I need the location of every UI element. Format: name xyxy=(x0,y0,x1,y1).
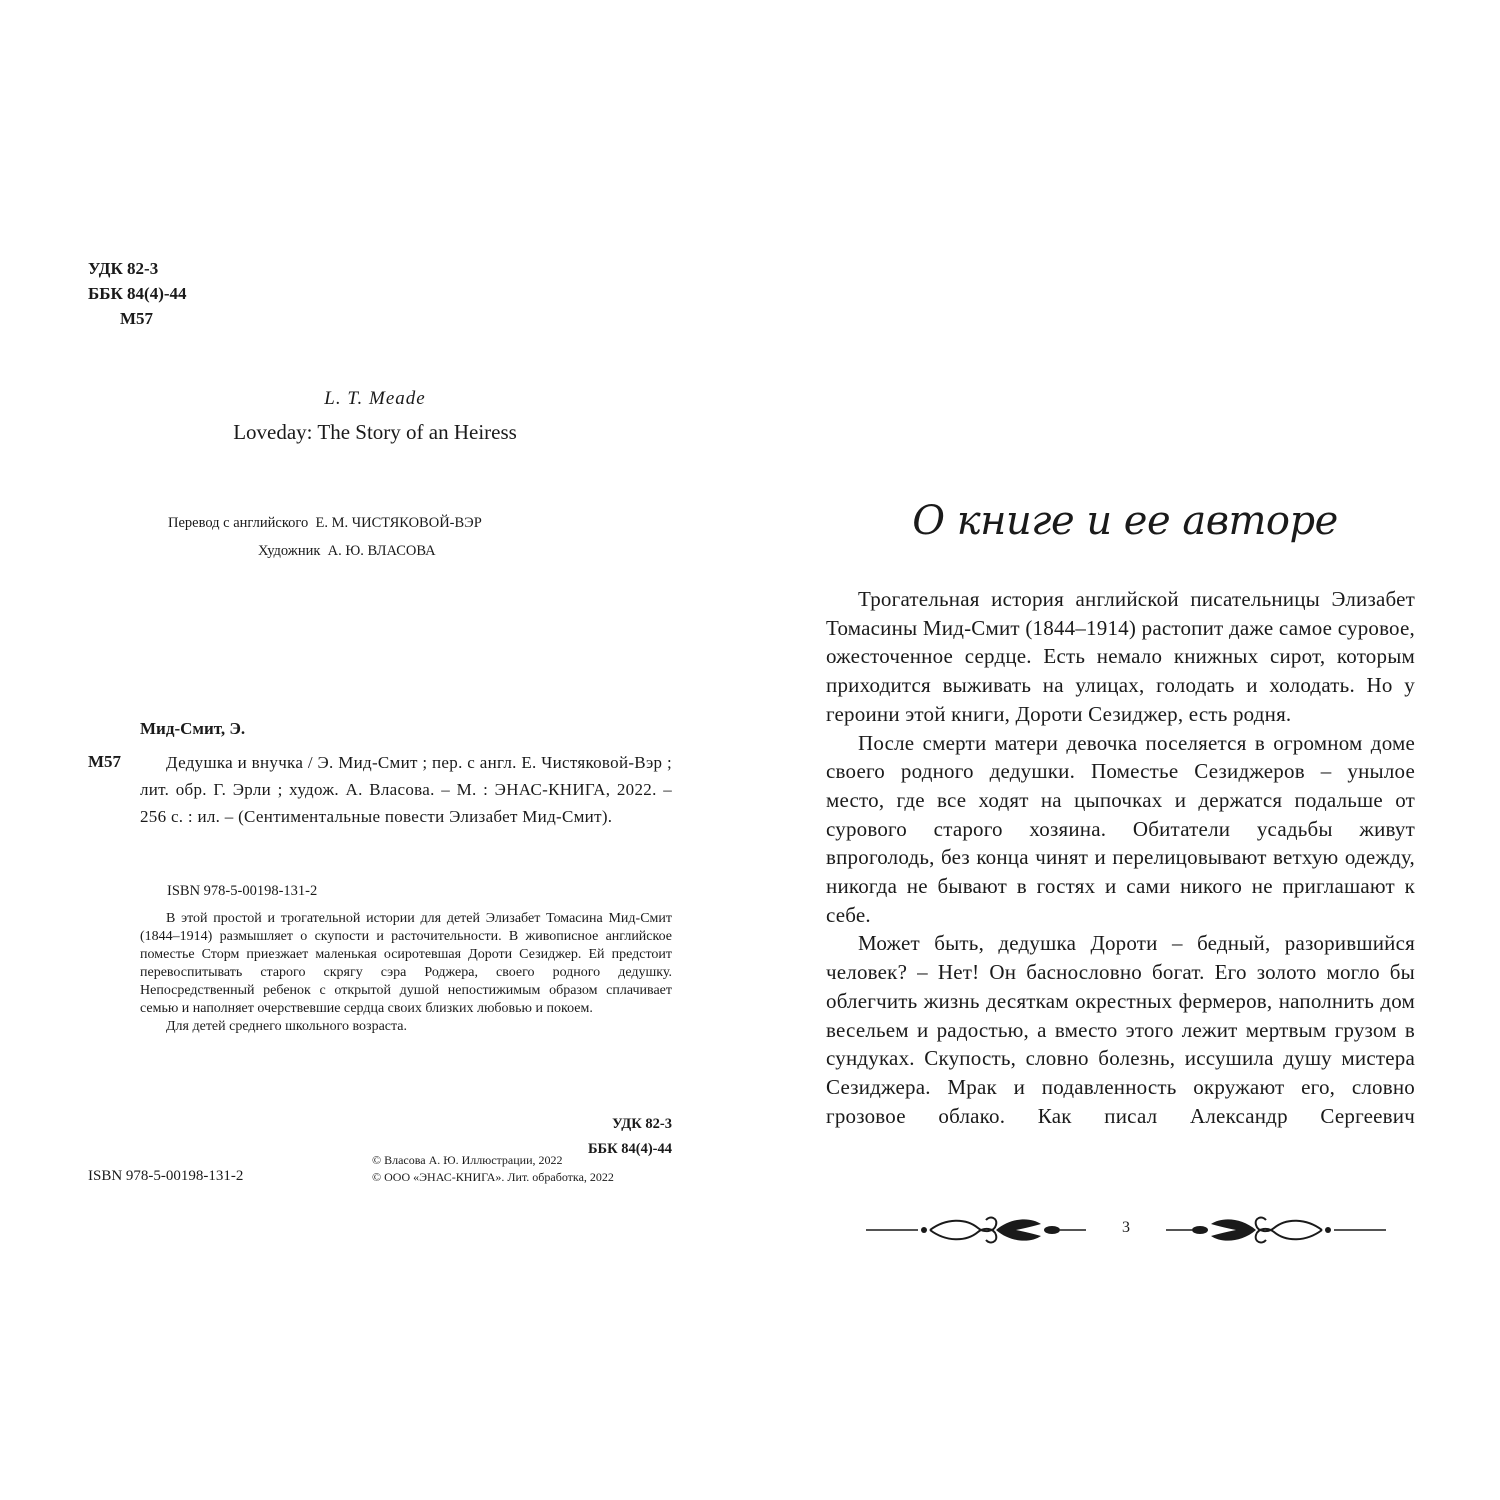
catalog-code: М57 xyxy=(88,752,122,771)
author-mark: М57 xyxy=(120,309,154,328)
annotation-text: В этой простой и трогательной истории для детей Элизабет Томасина Мид-Смит (1844–1914) размышляет о скупости и расточительности. В живописное английское поместье Сторм приезжает маленькая осиротевшая Дороти Сезиджер. Ей предстоит перевоспитывать старого скрягу сэра Роджера, своего родного дедушку. Непосредственный ребенок с открытой душой непостижимым образом сплачивает семью и наполняет очерствевшие сердца своих близких любовью и покоем. xyxy=(140,911,672,1016)
annotation xyxy=(140,910,672,1036)
page-number: 3 xyxy=(1122,1219,1130,1236)
paragraph: После смерти матери девочка поселяется в огромном доме своего родного дедушки. Поместье Сезиджеров – унылое место, где все ходят на цыпочках и держатся подальше от сурового старого хозяина. Обитатели усадьбы живут впроголодь, без конца чинят и перелицовывают ветхую одежду, никогда не бывают в гостях и сами никого не приглашают к себе. xyxy=(826,730,1415,927)
catalog-description: Дедушка и внучка / Э. Мид-Смит ; пер. с англ. Е. Чистяковой-Вэр ; лит. обр. Г. Эрли ; худож. А. Власова. – М. : ЭНАС-КНИГА, 2022. – 256 с. : ил. – (Сентиментальные повести Элизабет Мид-Смит). xyxy=(140,753,672,826)
udk-code-bottom: УДК 82-3 xyxy=(612,1116,672,1132)
udk-code: УДК 82-3 xyxy=(88,259,159,278)
chapter-heading: О книге и ее авторе xyxy=(912,498,1338,544)
paragraph: Может быть, дедушка Дороти – бедный, разорившийся человек? – Нет! Он баснословно богат. Его золото могло бы облегчить жизнь десяткам окрестных фермеров, наполнить дом весельем и радостью, а вместо этого лежит мертвым грузом в сундуках. Скупость, словно болезнь, иссушила душу мистера Сезиджера. Мрак и подавленность окружают его, словно грозовое облако. Как писал Александр Сергеевич xyxy=(826,931,1415,1128)
flourish-ornament-right-icon xyxy=(1166,1212,1386,1248)
credits xyxy=(168,509,482,565)
isbn-bottom: ISBN 978-5-00198-131-2 xyxy=(88,1168,244,1184)
copyright xyxy=(372,1152,614,1186)
audience-note: Для детей среднего школьного возраста. xyxy=(166,1019,408,1034)
copyright-illustrations: © Власова А. Ю. Иллюстрации, 2022 xyxy=(372,1153,563,1167)
right-page xyxy=(750,0,1500,1500)
original-author: L. T. Meade xyxy=(324,388,426,409)
udk-block-top xyxy=(88,256,187,331)
bbk-code: ББК 84(4)-44 xyxy=(88,284,187,303)
paragraph: Трогательная история английской писательницы Элизабет Томасины Мид-Смит (1844–1914) растопит даже самое суровое, ожесточенное сердце. Есть немало книжных сирот, которым приходится выживать на улицах, голодать и холодать. Но у героини этой книги, Дороти Сезиджер, есть родня. xyxy=(826,587,1415,726)
catalog-author: Мид-Смит, Э. xyxy=(140,719,246,738)
bbk-code-bottom: ББК 84(4)-44 xyxy=(587,1141,672,1157)
copyright-publisher: © ООО «ЭНАС-КНИГА». Лит. обработка, 2022 xyxy=(372,1170,614,1184)
original-title: Loveday: The Story of an Heiress xyxy=(233,420,517,444)
isbn-line: ISBN 978-5-00198-131-2 xyxy=(167,883,318,899)
page-footer xyxy=(866,1212,1386,1248)
body-text xyxy=(826,585,1415,1130)
artist-credit: Художник А. Ю. ВЛАСОВА xyxy=(258,543,436,559)
translation-credit: Перевод с английского Е. М. ЧИСТЯКОВОЙ-ВЭР xyxy=(168,515,482,531)
